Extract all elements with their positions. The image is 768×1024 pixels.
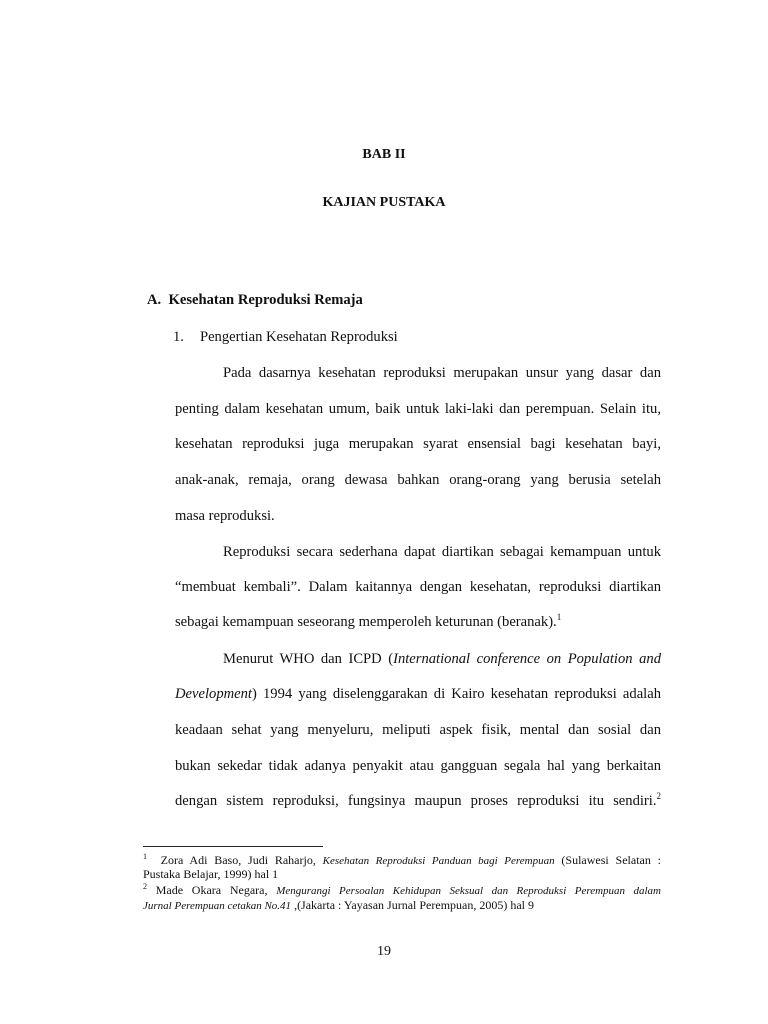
footnote-2-line-1	[143, 883, 661, 898]
footnote-2-authors: Made Okara Negara,	[155, 883, 268, 897]
paragraph-3-line-2	[175, 686, 661, 703]
footnote-1-rest: (Sulawesi Selatan :	[561, 853, 662, 867]
footnote-separator	[143, 846, 323, 847]
footnote-2-line-2	[143, 898, 661, 913]
page-number: 19	[377, 944, 391, 959]
paragraph-2-line-3	[175, 614, 661, 631]
paragraph-3-line-3: keadaan sehat yang menyeluru, meliputi aspek fisik, mental dan sosial dan	[175, 722, 661, 738]
paragraph-3-line-4: bukan sekedar tidak adanya penyakit atau gangguan segala hal yang berkaitan	[175, 758, 661, 774]
paragraph-2-line-2: “membuat kembali”. Dalam kaitannya dengan kesehatan, reproduksi diartikan	[175, 579, 661, 595]
footnote-2-number: 2	[143, 882, 147, 891]
footnote-2-title: Mengurangi Persoalan Kehidupan Seksual dan Reproduksi Perempuan dalam	[276, 885, 662, 897]
paragraph-3-line-2-italic: Development	[175, 686, 252, 702]
paragraph-1-line-5: masa reproduksi.	[175, 508, 275, 524]
footnote-ref-1: 1	[556, 612, 562, 623]
footnote-1-line-1	[143, 853, 661, 868]
paragraph-2-line-1: Reproduksi secara sederhana dapat diartikan sebagai kemampuan untuk	[223, 544, 661, 560]
footnote-2-rest: ,(Jakarta : Yayasan Jurnal Perempuan, 2005) hal 9	[294, 898, 535, 912]
footnote-1-title: Kesehatan Reproduksi Panduan bagi Perempuan	[322, 855, 555, 867]
paragraph-1-line-3: kesehatan reproduksi juga merupakan syarat ensensial bagi kesehatan bayi,	[175, 436, 661, 452]
chapter-title: KAJIAN PUSTAKA	[322, 195, 446, 210]
paragraph-1-line-2: penting dalam kesehatan umum, baik untuk laki-laki dan perempuan. Selain itu,	[175, 401, 661, 417]
footnote-ref-2: 2	[656, 791, 661, 802]
paragraph-3-line-1-italic: International conference on Population and	[393, 651, 661, 667]
paragraph-2-line-3-text: sebagai kemampuan seseorang memperoleh keturunan (beranak).	[175, 614, 557, 630]
paragraph-3-line-5	[175, 793, 661, 810]
subsection-heading	[173, 329, 398, 346]
paragraph-3-line-1-text: Menurut WHO dan ICPD (	[223, 651, 394, 667]
subsection-title: Pengertian Kesehatan Reproduksi	[199, 329, 398, 345]
paragraph-3-line-5-text: dengan sistem reproduksi, fungsinya maupun proses reproduksi itu sendiri.	[175, 793, 657, 809]
footnote-1-line-2: Pustaka Belajar, 1999) hal 1	[143, 867, 279, 881]
paragraph-3-line-2-text: ) 1994 yang diselenggarakan di Kairo kesehatan reproduksi adalah	[252, 686, 661, 702]
paragraph-3-line-1	[223, 651, 661, 668]
footnote-1-number: 1	[143, 852, 147, 861]
section-label: A.	[147, 292, 162, 308]
footnote-1-authors: Zora Adi Baso, Judi Raharjo,	[160, 853, 316, 867]
paragraph-1-line-1: Pada dasarnya kesehatan reproduksi merupakan unsur yang dasar dan	[223, 365, 661, 381]
section-heading	[147, 292, 363, 309]
paragraph-1-line-4: anak-anak, remaja, orang dewasa bahkan orang-orang yang berusia setelah	[175, 472, 661, 488]
chapter-number: BAB II	[362, 147, 406, 162]
section-title: Kesehatan Reproduksi Remaja	[168, 292, 363, 308]
footnote-2-title-cont: Jurnal Perempuan cetakan No.41	[143, 900, 292, 912]
subsection-label: 1.	[173, 329, 184, 345]
